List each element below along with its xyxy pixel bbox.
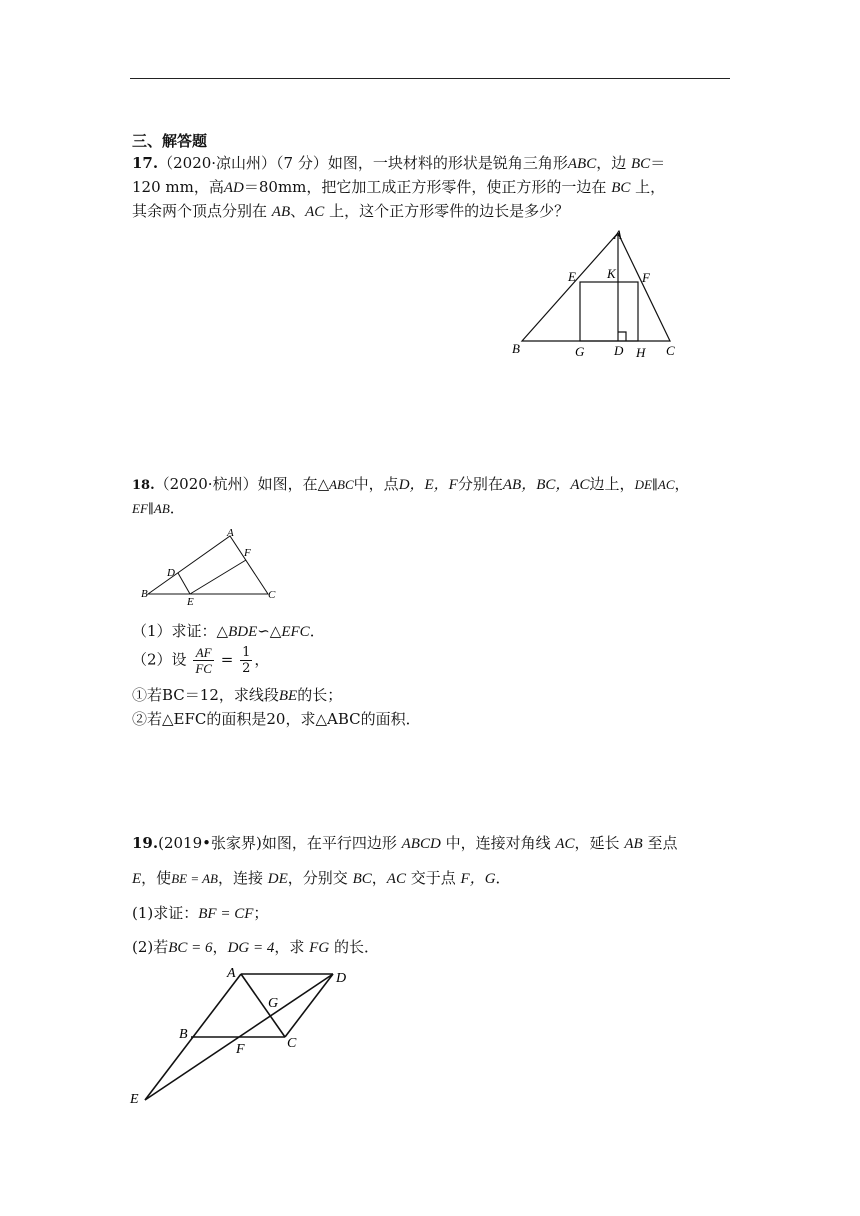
q17-number: 17.	[132, 154, 159, 172]
q18-sub2: ②若△EFC的面积是20，求△ABC的面积．	[132, 710, 421, 728]
q19-side-dc	[285, 974, 333, 1037]
q18-label-B: B	[141, 588, 148, 600]
q17-label-K: K	[607, 266, 616, 281]
q19-part2: (2)若BC = 6，DG = 4，求 FG 的长．	[132, 938, 379, 956]
q17-right-angle-mark	[618, 332, 626, 341]
q18-segment-de	[178, 573, 190, 594]
q17-line3: 其余两个顶点分别在 AB、AC 上，这个正方形零件的边长是多少？	[132, 202, 570, 220]
q18-label-C: C	[268, 589, 276, 601]
q17-line2: 120 mm，高AD＝80mm，把它加工成正方形零件，使正方形的一边在 BC 上，	[132, 178, 666, 196]
q19-label-A: A	[227, 966, 236, 981]
q18-label-D: D	[167, 567, 175, 579]
q17-label-E: E	[568, 269, 576, 284]
q19-diagonal-ac	[241, 974, 285, 1037]
q18-fraction-half: $\frac{1}{2}$	[242, 645, 251, 676]
q19-number: 19.	[132, 834, 159, 852]
q18-segment-ef	[190, 560, 246, 594]
section-title: 三、解答题	[132, 132, 208, 150]
q17-label-D: D	[614, 343, 624, 358]
q17-label-G: G	[575, 344, 585, 359]
q19-part1: (1)求证：BF = CF；	[132, 904, 269, 922]
q18-label-E: E	[187, 596, 194, 608]
q19-line1: 19.(2019•张家界)如图，在平行四边形 ABCD 中，连接对角线 AC，延长 AB 至点	[132, 834, 678, 852]
q19-label-G: G	[268, 996, 279, 1011]
q18-label-A: A	[227, 527, 234, 539]
q18-part2: （2）设 $\frac{AF}{FC}$ = $\frac{1}{2}$ ，	[132, 645, 270, 676]
q17-figure	[500, 225, 700, 365]
q19-line-de	[145, 974, 333, 1100]
q19-line2: E，使BE = AB，连接 DE，分别交 BC，AC 交于点 F，G．	[132, 869, 511, 887]
q19-label-B: B	[179, 1027, 188, 1042]
q18-number: 18.	[132, 478, 155, 493]
q18-label-F: F	[244, 547, 251, 559]
q17-label-C: C	[666, 343, 675, 358]
q19-figure	[125, 960, 365, 1110]
q17-triangle-abc	[522, 233, 670, 341]
q19-label-D: D	[336, 971, 347, 986]
q19-label-C: C	[287, 1036, 297, 1051]
q17-line1: 17.（2020·凉山州）（7 分）如图，一块材料的形状是锐角三角形ABC，边 BC＝	[132, 154, 666, 172]
q17-label-A: A	[614, 227, 622, 242]
q18-sub1: ①若BC＝12，求线段BE的长；	[132, 686, 343, 704]
q19-label-E: E	[130, 1092, 139, 1107]
q17-square-efhg	[580, 282, 638, 341]
q19-label-F: F	[236, 1042, 245, 1057]
q17-label-F: F	[642, 270, 650, 285]
q18-fraction-af-fc: $\frac{AF}{FC}$	[195, 645, 212, 676]
q17-label-B: B	[512, 341, 520, 356]
q18-figure	[138, 526, 288, 608]
q18-line2: EF∥AB．	[132, 499, 185, 517]
q17-label-H: H	[636, 345, 646, 360]
q18-part1: （1）求证：△BDE∽△EFC．	[132, 622, 325, 640]
q18-triangle-abc	[148, 536, 268, 594]
q18-line1: 18.（2020·杭州）如图，在△ABC中，点D，E，F分别在AB，BC，AC边上，DE∥AC，	[132, 475, 690, 493]
header-rule	[130, 78, 730, 79]
